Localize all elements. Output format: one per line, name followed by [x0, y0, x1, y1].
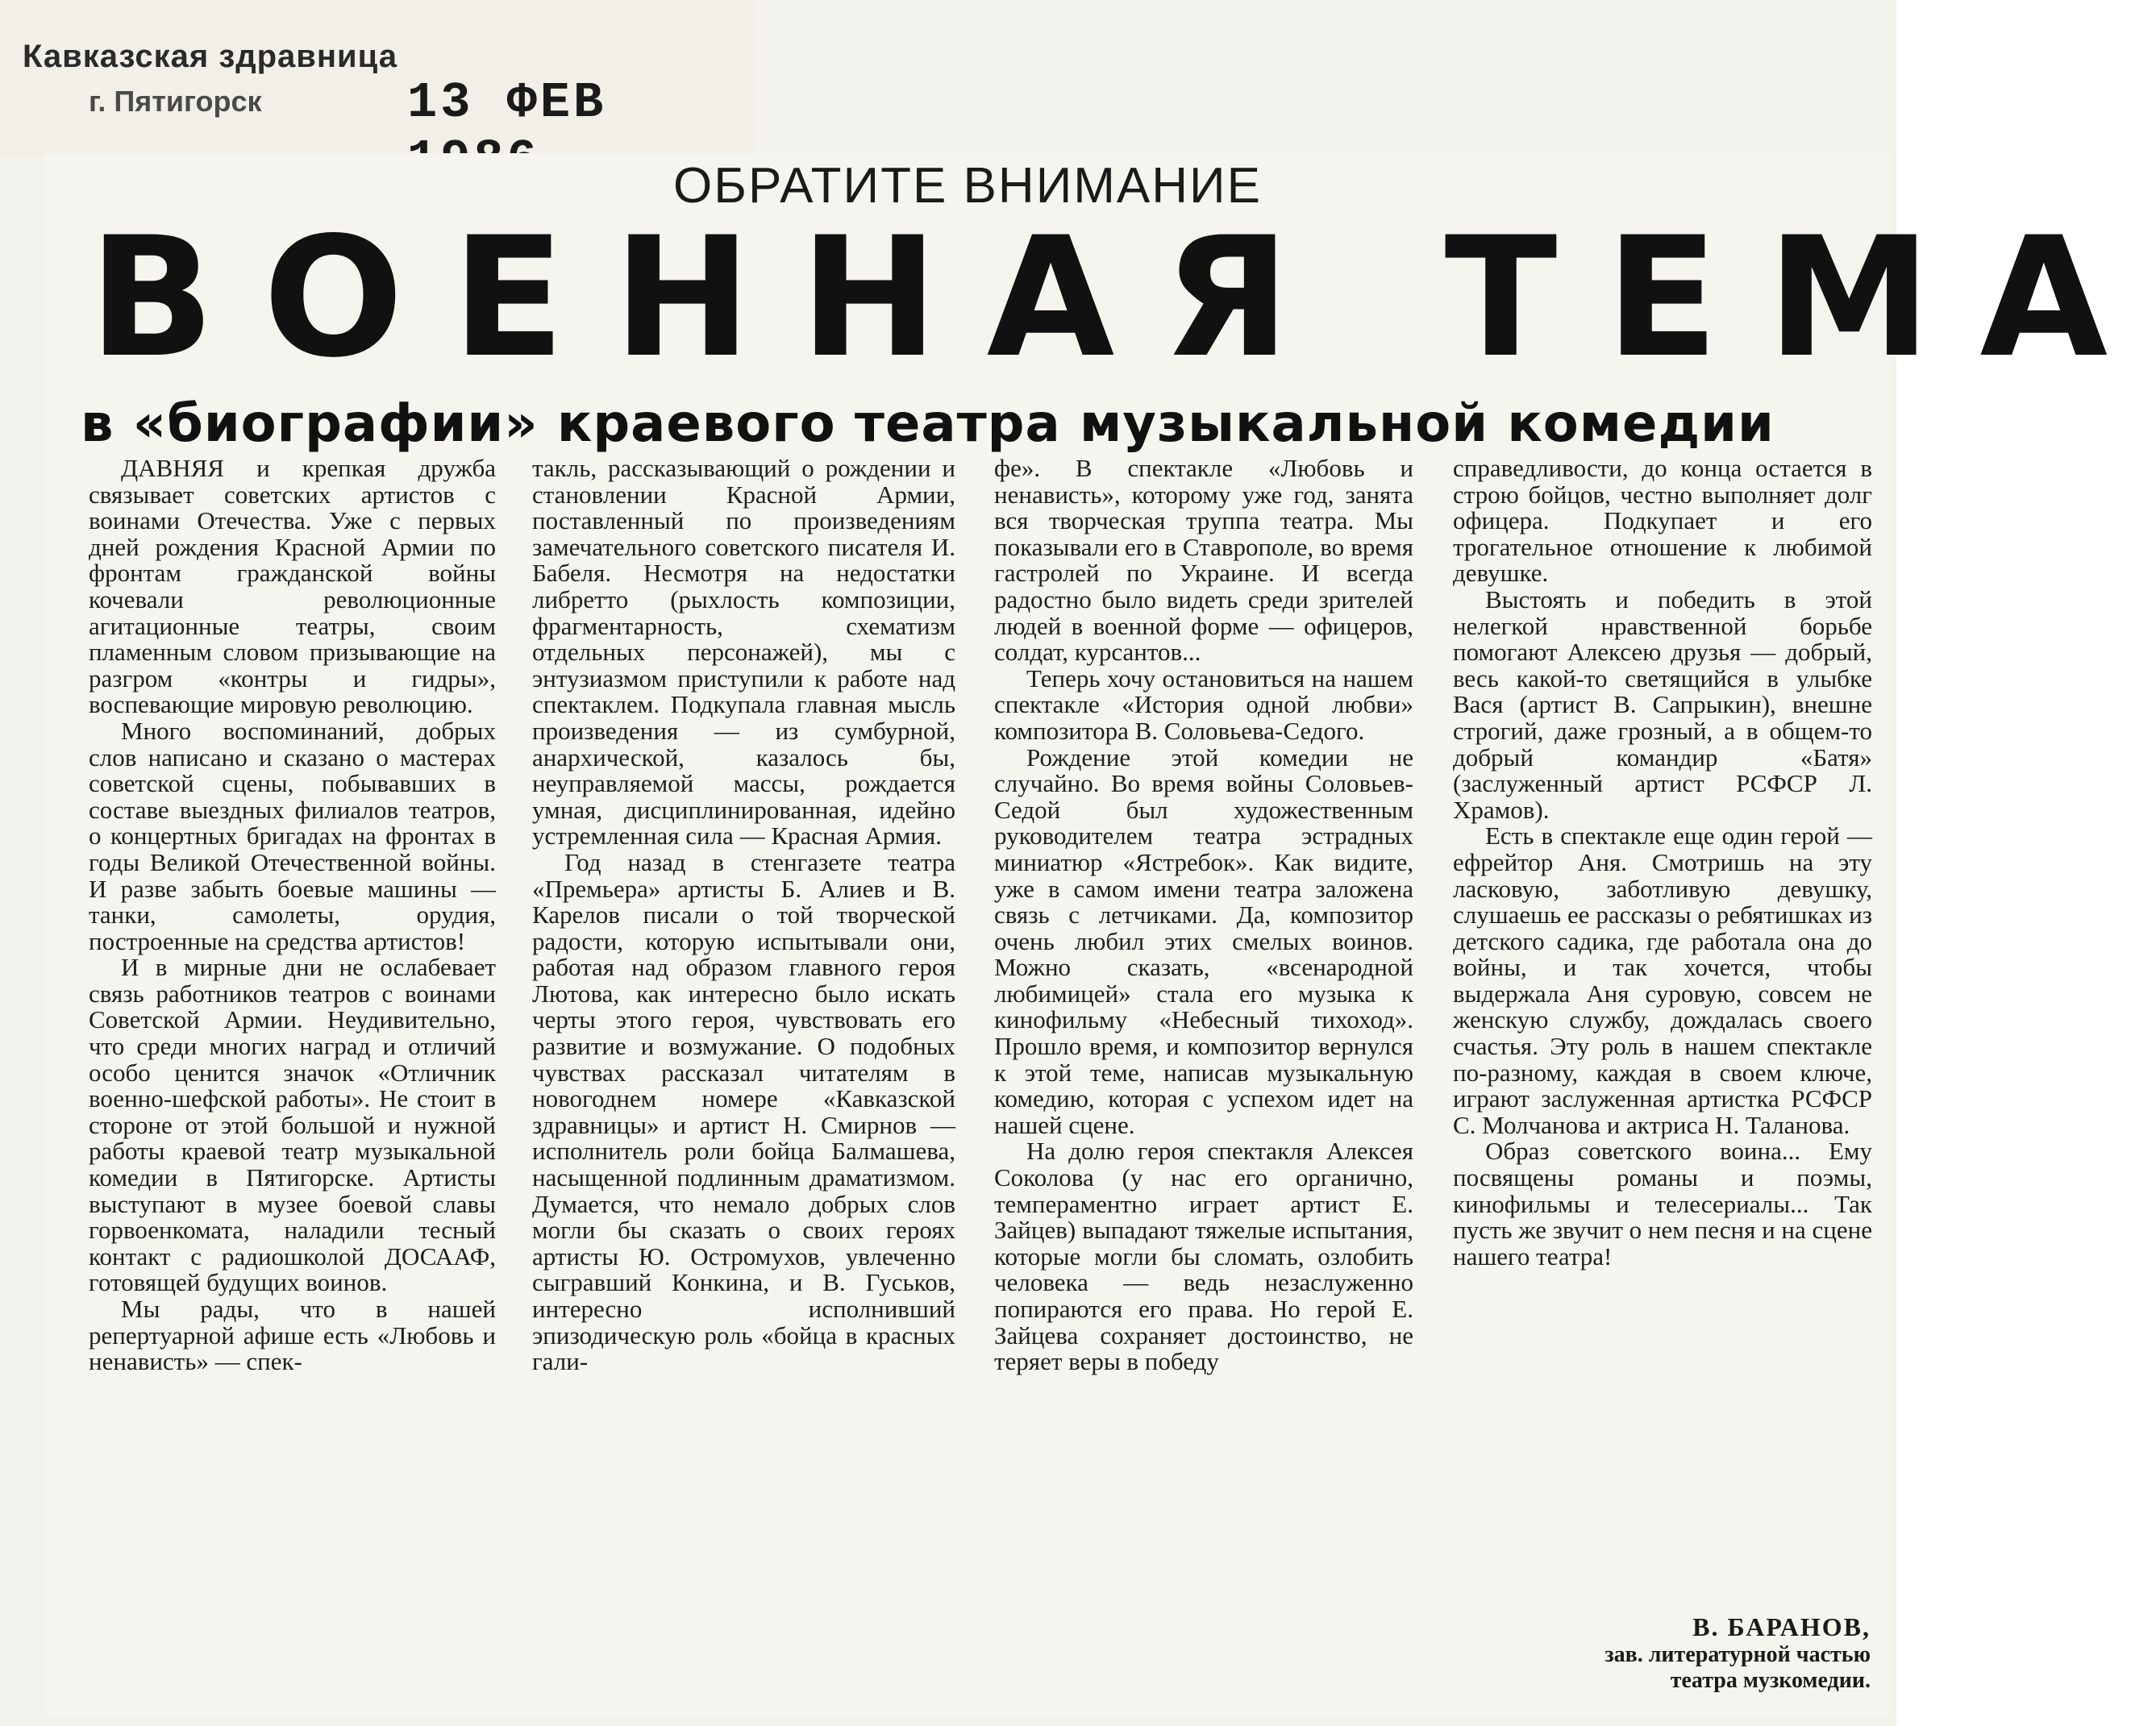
paragraph: На долю героя спектакля Алексея Соколова (у нас его органично, темпераментно играет артист Е. Зайцев) выпадают тяжелые испытания, которые могли бы сломать, озлобить человека — ведь незаслуженно попираются его права. Но герой Е. Зайцева сохраняет достоинство, не теряет веры в победу [994, 1137, 1413, 1376]
newspaper-name: Кавказская здравница [23, 39, 397, 74]
subheadline: в «биографии» краевого театра музыкальной комедии [81, 394, 1775, 454]
rubric-kicker: ОБРАТИТЕ ВНИМАНИЕ [673, 158, 1262, 214]
article-column-1 [89, 455, 496, 1375]
author-signature [1467, 1612, 1871, 1694]
paragraph: Мы рады, что в нашей репертуарной афише есть «Любовь и ненависть» — спек- [89, 1295, 496, 1376]
paragraph: Есть в спектакле еще один герой — ефрейтор Аня. Смотришь на эту ласковую, заботливую девушку, слушаешь ее рассказы о ребятишках из детского садика, где работала она до войны, и так хочется, чтобы выдержала Аня суровую, совсем не женскую службу, дождалась своего счастья. Эту роль в нашем спектакле по-разному, каждая в своем ключе, играют заслуженная артистка РСФСР С. Молчанова и актриса Н. Таланова. [1453, 821, 1872, 1139]
city-name: г. Пятигорск [89, 85, 262, 118]
paragraph: фе». В спектакле «Любовь и ненависть», которому уже год, занята вся творческая труппа театра. Мы показывали его в Ставрополе, во время гастролей по Украине. И всегда радостно было видеть среди зрителей людей в военной форме — офицеров, солдат, курсантов... [994, 454, 1413, 667]
paragraph: Год назад в стенгазете театра «Премьера» артисты Б. Алиев и В. Карелов писали о той творческой радости, которую испытывали они, работая над образом главного героя Лютова, как интересно было искать черты этого героя, чувствовать его развитие и возмужание. О подобных чувствах рассказал читателям в новогоднем номере «Кавказской здравницы» и артист Н. Смирнов — исполнитель роли бойца Балмашева, насыщенной подлинным драматизмом. Думается, что немало добрых слов могли бы сказать о своих героях артисты Ю. Остромухов, увлеченно сыгравший Конкина, и В. Гуськов, интересно исполнивший эпизодическую роль «бойца в красных гали- [532, 847, 955, 1376]
paragraph: И в мирные дни не ослабевает связь работников театров с воинами Советской Армии. Неудивительно, что среди многих наград и отличий особо ценится значок «Отличник военно-шефской работы». Не стоит в стороне от этой большой и нужной работы краевой театр музыкальной комедии в Пятигорске. Артисты выступают в музее боевой славы горвоенкомата, наладили тесный контакт с радиошколой ДОСААФ, готовящей будущих воинов. [89, 953, 496, 1297]
author-role: театра музкомедии. [1670, 1668, 1871, 1693]
article-column-2 [532, 455, 955, 1375]
paragraph: ДАВНЯЯ и крепкая дружба связывает советских артистов с воинами Отечества. Уже с первых дней рождения Красной Армии по фронтам гражданской войны кочевали революционные агитационные театры, своим пламенным словом призывающие на разгром «контры и гидры», воспевающие мировую революцию. [89, 454, 496, 719]
headline: ВОЕННАЯ ТЕМА [89, 202, 2156, 394]
source-label [0, 0, 754, 157]
article-column-4 [1453, 455, 1872, 1270]
paragraph: Рождение этой комедии не случайно. Во время войны Соловьев-Седой был художественным руководителем театра эстрадных миниатюр «Ястребок». Как видите, уже в самом имени театра заложена связь с летчиками. Да, композитор очень любил этих смелых воинов. Можно сказать, «всенародной любимицей» стала его музыка к кинофильму «Небесный тихоход». Прошло время, и композитор вернулся к этой теме, написав музыкальную комедию, которая с успехом идет на нашей сцене. [994, 742, 1413, 1139]
paragraph: такль, рассказывающий о рождении и становлении Красной Армии, поставленный по произведениям замечательного советского писателя И. Бабеля. Несмотря на недостатки либретто (рыхлость композиции, фрагментарность, схематизм отдельных персонажей), мы с энтузиазмом приступили к работе над спектаклем. Подкупала главная мысль произведения — из сумбурной, анархической, казалось бы, неуправляемой массы, рождается умная, дисциплинированная, идейно устремленная сила — Красная Армия. [532, 454, 955, 851]
paragraph: Много воспоминаний, добрых слов написано и сказано о мастерах советской сцены, побывавших в составе выездных филиалов театров, о концертных бригадах на фронтах в годы Великой Отечественной войны. И разве забыть боевые машины — танки, самолеты, орудия, построенные на средства артистов! [89, 716, 496, 955]
paragraph: Образ советского воина... Ему посвящены романы и поэмы, кинофильмы и телесериалы... Так пусть же звучит о нем песня и на сцене нашего театра! [1453, 1137, 1872, 1271]
author-name: В. БАРАНОВ, [1692, 1612, 1871, 1641]
paragraph: Выстоять и победить в этой нелегкой нравственной борьбе помогают Алексею друзья — добрый, весь какой-то светящийся в улыбке Вася (артист В. Сапрыкин), внешне строгий, даже грозный, а в общем-то добрый командир «Батя» (заслуженный артист РСФСР Л. Храмов). [1453, 584, 1872, 824]
paragraph: справедливости, до конца остается в строю бойцов, честно выполняет долг офицера. Подкупает и его трогательное отношение к любимой девушке. [1453, 454, 1872, 588]
date-stamp: 13 ФЕВ [407, 74, 607, 131]
article-column-3 [994, 455, 1413, 1375]
paragraph: Теперь хочу остановиться на нашем спектакле «История одной любви» композитора В. Соловьева-Седого. [994, 663, 1413, 745]
author-role: зав. литературной частью [1605, 1642, 1871, 1667]
